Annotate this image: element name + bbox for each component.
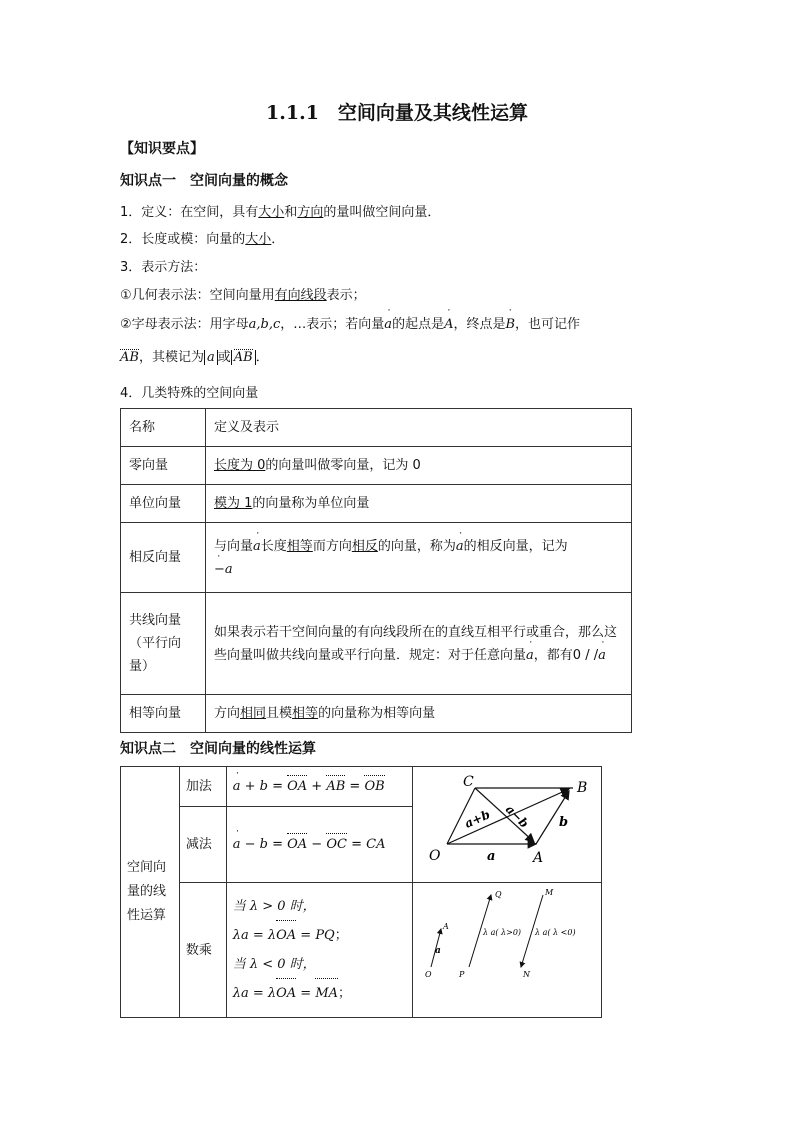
- label-A: A: [533, 849, 544, 866]
- text: 的量叫做空间向量．: [323, 205, 441, 220]
- underlined-term: 大小: [245, 232, 272, 247]
- row-definition: [206, 523, 632, 593]
- op-name: 减法: [179, 807, 226, 883]
- text: +: [307, 779, 327, 794]
- label-b: b: [559, 814, 569, 830]
- text: =: [272, 837, 288, 852]
- condition-positive: 当 λ > 0 时，: [232, 899, 316, 914]
- label-positive-lambda: λ a( λ>0): [483, 928, 522, 937]
- vector-OB: OB: [364, 776, 384, 797]
- label-a: a: [435, 946, 441, 956]
- row-name: 零向量: [121, 447, 206, 485]
- text: 和: [284, 205, 298, 220]
- text: ．: [255, 350, 269, 365]
- knowledge-point-1-heading: 知识点一 空间向量的概念: [120, 173, 288, 189]
- parallelogram-diagram: [413, 768, 601, 882]
- operations-label: 空间向量的线性运算: [121, 767, 180, 1018]
- negative-vector-a: ˙ −a: [214, 558, 233, 581]
- vector-a: ˙ a: [598, 644, 606, 667]
- label-M: M: [545, 888, 554, 897]
- text: 2．长度或模：向量的: [120, 232, 246, 247]
- representation-heading: 3．表示方法：: [120, 260, 207, 275]
- formula-lhs: ˙ a + b: [233, 776, 268, 797]
- row-name: [121, 593, 206, 695]
- text: ．: [271, 232, 285, 247]
- condition-negative: 当 λ < 0 时，: [232, 957, 316, 972]
- text: =: [296, 986, 316, 1001]
- label-N: N: [523, 970, 530, 979]
- section-header: 【知识要点】: [120, 141, 204, 157]
- text: 共线向量: [129, 613, 182, 628]
- special-vectors-table: [120, 408, 632, 733]
- text: 方向: [214, 706, 241, 721]
- label-O: O: [425, 970, 432, 979]
- text: ②字母表示法：用字母: [120, 317, 249, 332]
- text: ①几何表示法：空间向量用: [120, 288, 275, 303]
- letter-representation: [120, 313, 580, 332]
- underlined-term: 模为 1: [214, 496, 253, 511]
- table-row: [121, 409, 632, 447]
- page-title: 1.1.1 空间向量及其线性运算: [266, 102, 528, 124]
- text: =: [346, 837, 367, 852]
- length-line: [120, 228, 284, 247]
- table-row: [121, 523, 632, 593]
- underlined-term: 相等: [286, 538, 313, 554]
- text: λa = λ: [232, 928, 277, 943]
- text: 的向量称为单位向量: [252, 496, 370, 511]
- text: 表示；: [326, 288, 366, 303]
- vector-OA: OA: [276, 921, 296, 950]
- scalar-multiplication-formula: [226, 883, 412, 1018]
- label-a: a: [487, 848, 496, 864]
- geometric-representation: [120, 284, 366, 303]
- addition-formula: [226, 767, 412, 807]
- linear-operations-table: [120, 766, 602, 1018]
- text: =: [345, 779, 365, 794]
- special-vectors-heading: 4．几类特殊的空间向量: [120, 386, 259, 401]
- vector-OA: OA: [276, 979, 296, 1008]
- text: 或: [217, 350, 231, 365]
- label-P: P: [459, 970, 465, 979]
- table-row: [121, 447, 632, 485]
- subtraction-formula: [226, 807, 412, 883]
- vector-a: ˙ a: [253, 535, 261, 558]
- point-B: ˙ B: [505, 317, 515, 332]
- row-name: 相等向量: [121, 695, 206, 733]
- label-a-minus-b: a−b: [502, 801, 532, 831]
- text: 的起点是: [392, 317, 445, 332]
- text: 且模: [266, 706, 293, 721]
- point-A: ˙ A: [444, 317, 453, 332]
- text: （平行向: [129, 636, 182, 651]
- scalar-figure-cell: [413, 883, 602, 1018]
- vector-MA: MA: [315, 979, 338, 1008]
- modulus-a: a: [204, 350, 218, 365]
- segment-CA: CA: [366, 837, 386, 852]
- vector-OA: OA: [287, 834, 307, 855]
- row-name: 相反向量: [121, 523, 206, 593]
- text: ；: [334, 928, 348, 943]
- text: λa = λ: [232, 986, 277, 1001]
- table-row: [121, 695, 632, 733]
- label-B: B: [577, 779, 588, 796]
- text: ，也可记作: [515, 317, 581, 332]
- underlined-term: 相反: [351, 538, 378, 554]
- text: 与向量: [214, 538, 254, 554]
- op-name: 数乘: [179, 883, 226, 1018]
- vector-a: ˙ a: [526, 644, 534, 667]
- label-Q: Q: [495, 890, 502, 899]
- knowledge-point-2-heading: 知识点二 空间向量的线性运算: [120, 741, 316, 757]
- text: 的向量称为相等向量: [318, 706, 436, 721]
- text: 如果表示若干空间向量的有向线段所在的直线互相平行或重合，那么这些向量叫做共线向量或平行向量．规定：对于任意向量: [214, 624, 618, 663]
- label-negative-lambda: λ a( λ <0): [535, 928, 576, 937]
- row-definition: [206, 695, 632, 733]
- text: −: [307, 837, 327, 852]
- row-definition: [206, 447, 632, 485]
- op-name: 加法: [179, 767, 226, 807]
- vector-a: ˙ a: [456, 535, 464, 558]
- modulus-line: [120, 346, 269, 365]
- underlined-term: 方向: [297, 205, 324, 220]
- text: ，…表示；若向量: [280, 317, 385, 332]
- table-row: [121, 883, 602, 1018]
- text: 的向量，称为: [377, 538, 456, 554]
- text: ，终点是: [453, 317, 506, 332]
- text: 1．定义：在空间，具有: [120, 205, 259, 220]
- underlined-term: 相等: [292, 706, 319, 721]
- label-O: O: [429, 847, 441, 864]
- label-A: A: [443, 922, 449, 931]
- formula-lhs: ˙ a − b: [233, 834, 268, 855]
- text: ，其模记为: [138, 350, 204, 365]
- vector-OC: OC: [326, 834, 347, 855]
- underlined-term: 有向线段: [274, 288, 327, 303]
- modulus-AB: [231, 350, 256, 365]
- table-header-name: 名称: [121, 409, 206, 447]
- table-row: [121, 767, 602, 807]
- row-name: 单位向量: [121, 485, 206, 523]
- text: 的相反向量，记为: [463, 538, 568, 554]
- text: 长度: [260, 538, 287, 554]
- math-letters: a,b,c: [248, 317, 281, 332]
- vector-a: ˙ a: [384, 317, 392, 332]
- text: 量）: [129, 659, 156, 674]
- parallelogram-figure-cell: [413, 767, 602, 883]
- vector-AB: AB: [326, 776, 345, 797]
- table-row: [121, 593, 632, 695]
- text: =: [272, 779, 288, 794]
- text: 而方向: [312, 538, 352, 554]
- underlined-term: 相同: [240, 706, 267, 721]
- vector-AB: AB: [120, 350, 139, 365]
- row-definition: [206, 593, 632, 695]
- table-row: [121, 485, 632, 523]
- definition-line: [120, 201, 440, 220]
- text: ，都有: [533, 647, 573, 663]
- table-header-definition: 定义及表示: [206, 409, 632, 447]
- parallel-relation: 0 / /: [572, 647, 599, 663]
- scalar-multiplication-diagram: [413, 883, 601, 1017]
- label-C: C: [463, 773, 474, 790]
- row-definition: [206, 485, 632, 523]
- vector-OA: OA: [287, 776, 307, 797]
- vector-AB: AB: [233, 350, 253, 365]
- underlined-term: 大小: [258, 205, 285, 220]
- text: ；: [338, 986, 352, 1001]
- label-a-plus-b: a+b: [462, 806, 493, 831]
- text: = PQ: [296, 928, 335, 943]
- underlined-term: 长度为 0: [214, 458, 266, 473]
- text: 的向量叫做零向量，记为 0: [265, 458, 421, 473]
